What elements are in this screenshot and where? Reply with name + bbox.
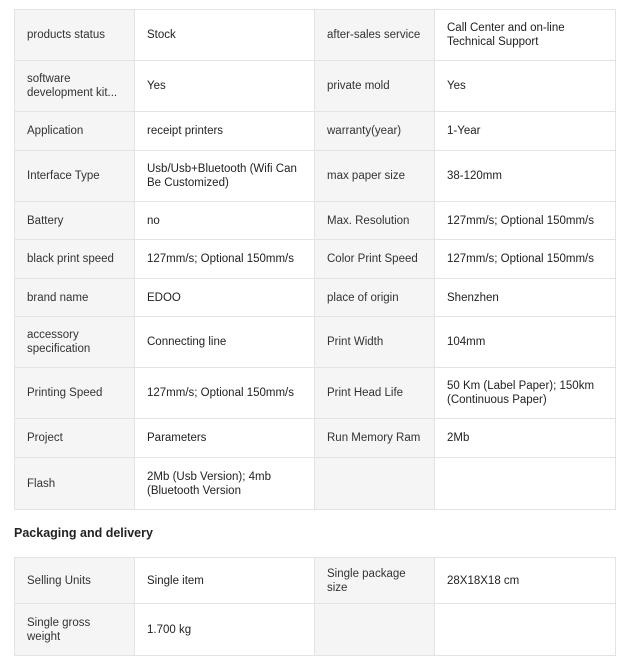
- attribute-value-cell: [135, 604, 315, 656]
- attribute-name-cell: [315, 112, 435, 151]
- attribute-value: Shenzhen: [447, 291, 499, 304]
- table-row: [15, 317, 616, 368]
- attribute-value: Connecting line: [147, 336, 227, 348]
- attribute-name-cell: [15, 112, 135, 151]
- attribute-value: 28X18X18 cm: [447, 574, 520, 587]
- attribute-name-cell: [15, 61, 135, 112]
- attribute-value-cell: [135, 61, 315, 112]
- attribute-name-cell: [315, 604, 435, 656]
- attribute-name-cell: [15, 10, 135, 61]
- table-row: [15, 202, 616, 240]
- attribute-name: warranty(year): [327, 125, 402, 137]
- table-row: [15, 604, 616, 656]
- attribute-value: EDOO: [147, 291, 181, 304]
- attribute-value-cell: [135, 151, 315, 202]
- packaging-section-title: Packaging and delivery: [14, 526, 153, 540]
- packaging-body: [15, 558, 616, 656]
- attribute-name: Selling Units: [27, 574, 91, 587]
- attribute-name: Max. Resolution: [327, 214, 410, 227]
- attribute-value-cell: [135, 240, 315, 279]
- attribute-name: private mold: [327, 80, 390, 92]
- attribute-value: 2Mb: [447, 432, 470, 444]
- packaging-table: [14, 557, 616, 656]
- attribute-name: accessory specification: [27, 329, 91, 355]
- attribute-name: Single package size: [327, 567, 406, 594]
- attribute-value: Yes: [447, 80, 466, 92]
- attribute-value: Call Center and on-line Technical Support: [447, 22, 565, 48]
- attribute-value: 1-Year: [447, 125, 481, 137]
- attribute-name: Application: [27, 125, 84, 137]
- attribute-name: Flash: [27, 477, 56, 490]
- attribute-value: 127mm/s; Optional 150mm/s: [147, 387, 295, 399]
- attribute-name-cell: [15, 240, 135, 279]
- attribute-name: Printing Speed: [27, 387, 103, 399]
- attribute-value: Parameters: [147, 432, 207, 444]
- table-row: [15, 112, 616, 151]
- attribute-value: no: [147, 214, 160, 227]
- attribute-name-cell: [15, 202, 135, 240]
- attribute-value-cell: [435, 112, 616, 151]
- attribute-name-cell: [315, 240, 435, 279]
- attribute-name: Interface Type: [27, 170, 100, 182]
- attribute-value-cell: [435, 240, 616, 279]
- attribute-name: black print speed: [27, 253, 114, 265]
- attribute-name: Color Print Speed: [327, 253, 418, 265]
- table-row: [15, 240, 616, 279]
- attribute-name-cell: [315, 279, 435, 317]
- attribute-value-cell: [135, 419, 315, 458]
- attribute-value: 50 Km (Label Paper); 150km (Continuous Paper): [447, 380, 595, 406]
- attribute-value: 1.700 kg: [147, 623, 192, 636]
- attribute-name-cell: [15, 317, 135, 368]
- table-row: [15, 279, 616, 317]
- attribute-name-cell: [315, 10, 435, 61]
- table-row: [15, 458, 616, 510]
- attribute-name-cell: [15, 419, 135, 458]
- table-row: [15, 151, 616, 202]
- attribute-value: 127mm/s; Optional 150mm/s: [447, 214, 595, 227]
- attribute-value: Stock: [147, 29, 176, 41]
- attribute-value-cell: [135, 368, 315, 419]
- attribute-name-cell: [15, 368, 135, 419]
- attribute-name-cell: [15, 279, 135, 317]
- attribute-value-cell: [435, 61, 616, 112]
- attribute-value-cell: [135, 317, 315, 368]
- attribute-value: 38-120mm: [447, 170, 502, 182]
- attribute-name-cell: [15, 558, 135, 604]
- product-attributes-table: [14, 9, 616, 510]
- attribute-name: after-sales service: [327, 29, 421, 41]
- attribute-value: 127mm/s; Optional 150mm/s: [447, 253, 595, 265]
- attribute-name: Project: [27, 432, 63, 444]
- attribute-value-cell: [435, 151, 616, 202]
- attribute-value-cell: [435, 279, 616, 317]
- attribute-name-cell: [15, 151, 135, 202]
- attribute-name: software development kit...: [27, 73, 118, 99]
- attribute-value-cell: [135, 202, 315, 240]
- attribute-value-cell: [135, 279, 315, 317]
- attribute-name-cell: [315, 317, 435, 368]
- attribute-value-cell: [435, 317, 616, 368]
- attribute-value-cell: [435, 419, 616, 458]
- attribute-name: max paper size: [327, 170, 405, 182]
- attribute-name: Battery: [27, 214, 64, 227]
- attribute-value: Single item: [147, 574, 204, 587]
- attribute-name-cell: [315, 202, 435, 240]
- attribute-name-cell: [15, 604, 135, 656]
- attribute-name: place of origin: [327, 291, 399, 304]
- attribute-value-cell: [435, 202, 616, 240]
- table-row: [15, 10, 616, 61]
- attribute-value: receipt printers: [147, 125, 224, 137]
- product-attributes-body: [15, 10, 616, 510]
- attribute-name: Print Head Life: [327, 387, 404, 399]
- attribute-name-cell: [315, 368, 435, 419]
- table-row: [15, 368, 616, 419]
- attribute-name: brand name: [27, 291, 89, 304]
- attribute-value-cell: [135, 10, 315, 61]
- attribute-name: Single gross weight: [27, 616, 91, 643]
- attribute-value: Usb/Usb+Bluetooth (Wifi Can Be Customized): [147, 163, 297, 189]
- attribute-name-cell: [315, 61, 435, 112]
- attribute-value-cell: [135, 112, 315, 151]
- attribute-value: 127mm/s; Optional 150mm/s: [147, 253, 295, 265]
- attribute-name-cell: [315, 151, 435, 202]
- attribute-name: Run Memory Ram: [327, 432, 421, 444]
- table-row: [15, 419, 616, 458]
- attribute-value-cell: [435, 368, 616, 419]
- attribute-value-cell: [435, 10, 616, 61]
- attribute-value: Yes: [147, 80, 166, 92]
- attribute-value-cell: [135, 458, 315, 510]
- attribute-value-cell: [135, 558, 315, 604]
- table-row: [15, 558, 616, 604]
- table-row: [15, 61, 616, 112]
- attribute-value: 2Mb (Usb Version); 4mb (Bluetooth Version: [147, 470, 271, 497]
- attribute-value-cell: [435, 604, 616, 656]
- attribute-name-cell: [15, 458, 135, 510]
- attribute-value-cell: [435, 558, 616, 604]
- attribute-name-cell: [315, 458, 435, 510]
- attribute-name-cell: [315, 558, 435, 604]
- attribute-name-cell: [315, 419, 435, 458]
- attribute-value: 104mm: [447, 336, 486, 348]
- attribute-name: Print Width: [327, 336, 384, 348]
- attribute-name: products status: [27, 29, 105, 41]
- attribute-value-cell: [435, 458, 616, 510]
